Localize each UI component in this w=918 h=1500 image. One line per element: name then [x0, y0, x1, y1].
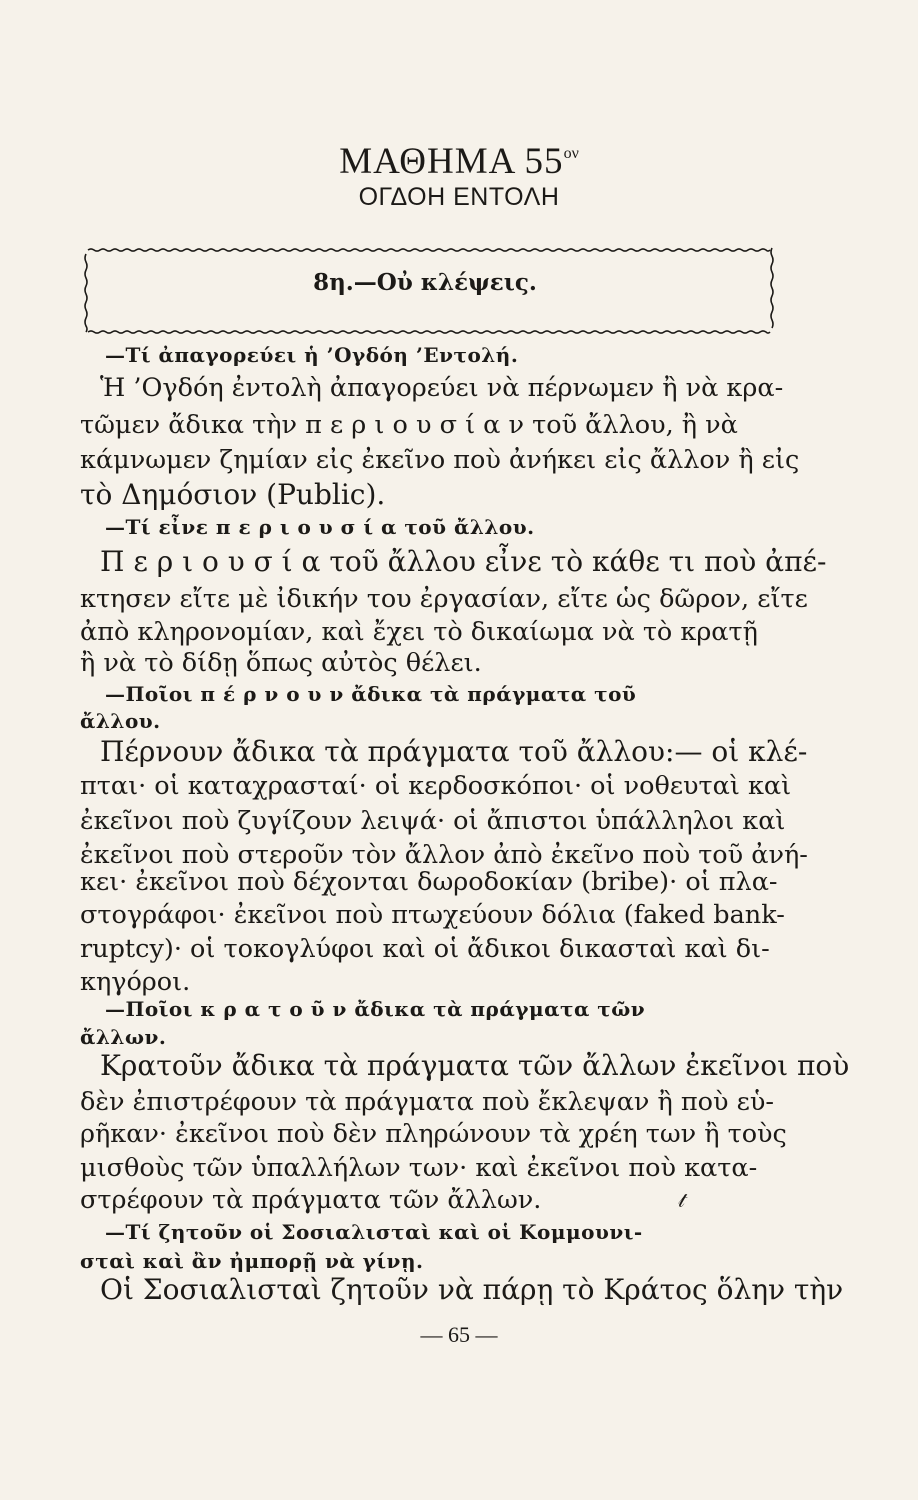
text-line: τῶμεν ἄδικα τὴν π ε ρ ι ο υ σ ί α ν τοῦ ἄλλου, ἢ νὰ	[80, 410, 738, 440]
text-line: Ἡ ’Ογδόη ἐντολὴ ἀπαγορεύει νὰ πέρνωμεν ἢ νὰ κρα-	[100, 373, 784, 403]
commandment-text: 8η.—Οὐ κλέψεις.	[313, 269, 537, 296]
text-line: Π ε ρ ι ο υ σ ί α τοῦ ἄλλου εἶνε τὸ κάθε τι ποὺ ἀπέ-	[100, 545, 827, 578]
margin-mark: 𝓉	[678, 1188, 685, 1212]
text-line: ἢ νὰ τὸ δίδῃ ὅπως αὐτὸς θέλει.	[80, 648, 482, 678]
text-line: κει· ἐκεῖνοι ποὺ δέχονται δωροδοκίαν (bribe)· οἱ πλα-	[80, 867, 778, 897]
text-line: ἀπὸ κληρονομίαν, καὶ ἔχει τὸ δικαίωμα νὰ τὸ κρατῇ	[80, 617, 758, 647]
text-line: πται· οἱ καταχρασταί· οἱ κερδοσκόποι· οἱ νοθευταὶ καὶ	[80, 771, 792, 801]
commandment-box	[80, 242, 770, 334]
text-line: στογράφοι· ἐκεῖνοι ποὺ πτωχεύουν δόλια (faked bank-	[80, 900, 785, 930]
text-line: κάμνωμεν ζημίαν εἰς ἐκεῖνο ποὺ ἀνήκει εἰς ἄλλον ἢ εἰς	[80, 445, 800, 475]
lesson-title	[0, 140, 918, 183]
question-line: ἄλλων.	[80, 1025, 167, 1049]
text-line: ἐκεῖνοι ποὺ ζυγίζουν λειψά· οἱ ἄπιστοι ὑπάλληλοι καὶ	[80, 806, 786, 836]
question-line: —Τί εἶνε π ε ρ ι ο υ σ ί α τοῦ ἄλλου.	[105, 515, 535, 539]
lesson-title-text: ΜΑΘΗΜΑ 55	[339, 141, 564, 182]
text-line: κτησεν εἴτε μὲ ἰδικήν του ἐργασίαν, εἴτε ὡς δῶρον, εἴτε	[80, 584, 808, 614]
text-line: Οἱ Σοσιαλισταὶ ζητοῦν νὰ πάρῃ τὸ Κράτος ὅλην τὴν	[100, 1273, 844, 1306]
question-line: —Τί ζητοῦν οἱ Σοσιαλισταὶ καὶ οἱ Κομμουνι-	[105, 1220, 643, 1244]
question-line: σταὶ καὶ ἂν ἠμπορῇ νὰ γίνῃ.	[80, 1249, 424, 1273]
lesson-subtitle: ΟΓΔΟΗ ΕΝΤΟΛΗ	[358, 183, 560, 211]
page-number: — 65 —	[420, 1322, 498, 1347]
text-line: ruptcy)· οἱ τοκογλύφοι καὶ οἱ ἄδικοι δικασταὶ καὶ δι-	[80, 934, 770, 964]
text-line: Πέρνουν ἄδικα τὰ πράγματα τοῦ ἄλλου:— οἱ κλέ-	[100, 735, 808, 768]
question-line: —Ποῖοι κ ρ α τ ο ῦ ν ἄδικα τὰ πράγματα τῶν	[105, 997, 646, 1021]
question-line: —Τί ἀπαγορεύει ἡ ’Ογδόη ’Εντολή.	[105, 343, 519, 367]
text-line: δὲν ἐπιστρέφουν τὰ πράγματα ποὺ ἔκλεψαν ἢ ποὺ εὑ-	[80, 1087, 774, 1117]
text-line: Κρατοῦν ἄδικα τὰ πράγματα τῶν ἄλλων ἐκεῖνοι ποὺ	[100, 1049, 850, 1082]
question-line: ἄλλου.	[80, 709, 161, 733]
text-line: ρῆκαν· ἐκεῖνοι ποὺ δὲν πληρώνουν τὰ χρέη των ἢ τοὺς	[80, 1119, 787, 1149]
lesson-title-suffix: ον	[563, 145, 579, 162]
text-line: ἐκεῖνοι ποὺ στεροῦν τὸν ἄλλον ἀπὸ ἐκεῖνο ποὺ τοῦ ἀνή-	[80, 840, 808, 870]
text-line: τὸ Δημόσιον (Public).	[80, 478, 386, 511]
question-line: —Ποῖοι π έ ρ ν ο υ ν ἄδικα τὰ πράγματα τοῦ	[105, 682, 637, 706]
text-line: κηγόροι.	[80, 967, 191, 997]
text-line: στρέφουν τὰ πράγματα τῶν ἄλλων.	[80, 1185, 542, 1215]
text-line: μισθοὺς τῶν ὑπαλλήλων των· καὶ ἐκεῖνοι ποὺ κατα-	[80, 1153, 758, 1183]
